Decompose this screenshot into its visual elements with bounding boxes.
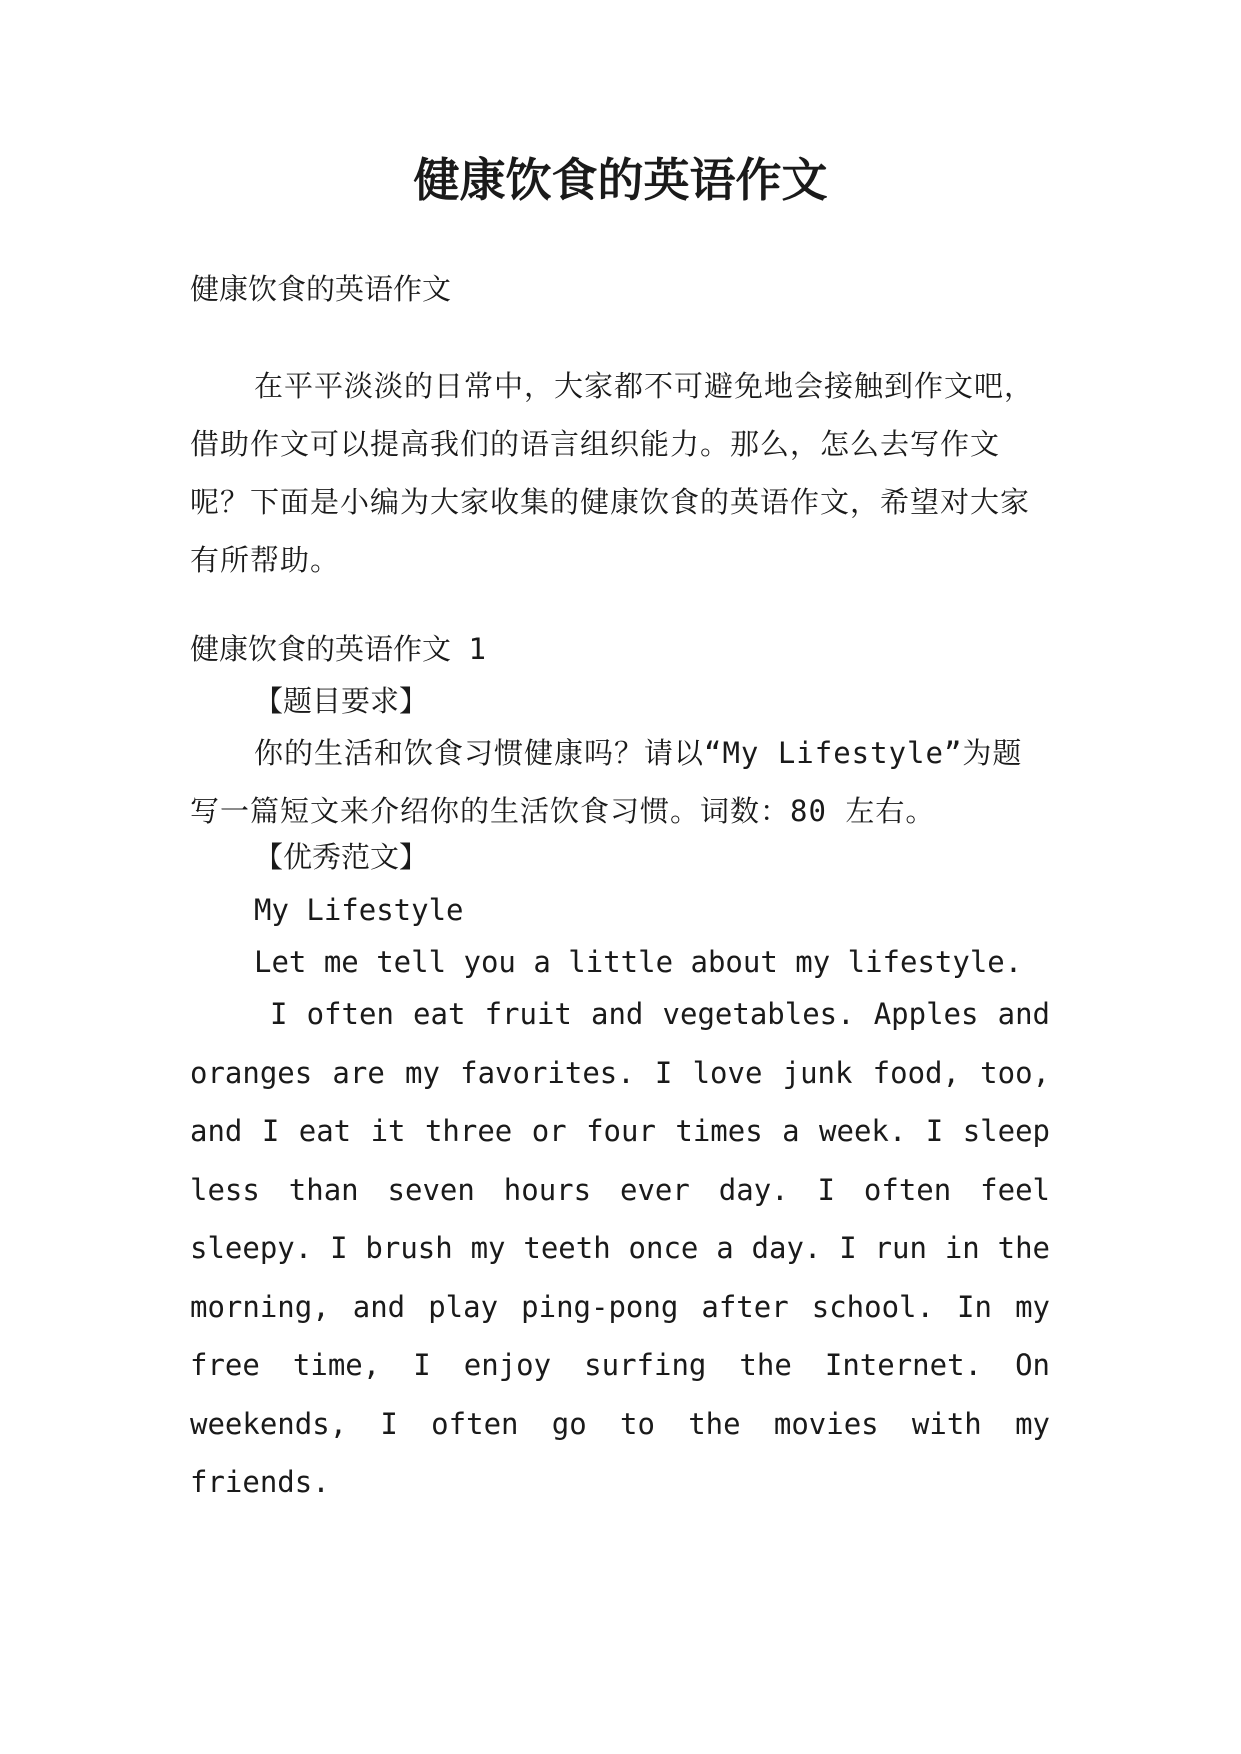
sample-label: 【优秀范文】: [254, 840, 429, 874]
requirement-text: 你的生活和饮食习惯健康吗？请以“My Lifestyle”为题写一篇短文来介绍你的生活饮食习惯。词数：80 左右。: [190, 736, 1023, 828]
essay-first-line: Let me tell you a little about my lifestyle.: [254, 945, 1023, 979]
document-title: 健康饮食的英语作文: [413, 153, 828, 207]
document-subtitle: 健康饮食的英语作文: [190, 272, 452, 306]
essay-body: I often eat fruit and vegetables. Apples and oranges are my favorites. I love junk food, too, and I eat it three or four times a week. I sleep less than seven hours ever day. I often feel sleepy. I brush my teeth once a day. I run in the morning, and play ping-pong after school. In my free time, I enjoy surfing the Internet. On weekends, I often go to the movies with my friends.: [190, 997, 1050, 1499]
section-heading: 健康饮食的英语作文 1: [190, 632, 486, 666]
essay-title: My Lifestyle: [254, 893, 464, 927]
intro-paragraph: 在平平淡淡的日常中，大家都不可避免地会接触到作文吧，借助作文可以提高我们的语言组织能力。那么，怎么去写作文呢？下面是小编为大家收集的健康饮食的英语作文，希望对大家有所帮助。: [190, 369, 1035, 577]
requirement-label: 【题目要求】: [254, 684, 429, 718]
